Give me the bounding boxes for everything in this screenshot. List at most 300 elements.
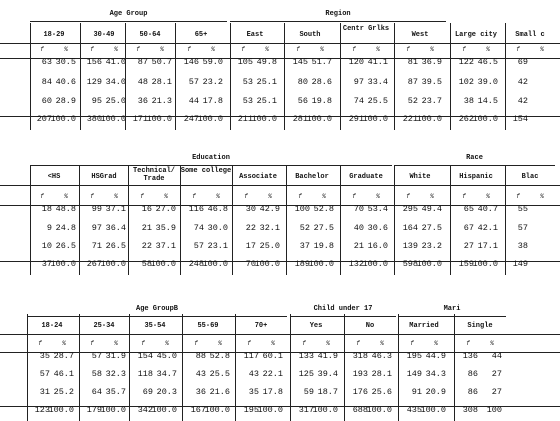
percent-cell: 21.6 [209, 387, 230, 397]
count-cell: 69 [517, 57, 528, 67]
column-header: 30-49 [93, 31, 115, 39]
count-symbol: f [244, 193, 248, 200]
percent-cell: 100.0 [48, 405, 74, 415]
count-symbol: f [187, 46, 191, 53]
percent-cell: 100.0 [416, 259, 442, 269]
count-cell: 87 [137, 57, 148, 67]
percent-cell: 27 [491, 369, 502, 379]
column-header: White [409, 173, 431, 181]
percent-cell: 42.1 [477, 223, 498, 233]
percent-cell: 37.1 [155, 241, 176, 251]
percent-symbol: % [64, 46, 68, 53]
column-header: West [411, 31, 429, 39]
percent-cell: 52.8 [209, 351, 230, 361]
percent-cell: 17.1 [477, 241, 498, 251]
percent-cell: 41.9 [317, 351, 338, 361]
count-cell: 149 [512, 259, 528, 269]
count-cell: 57 [193, 241, 204, 251]
count-cell: 179 [86, 405, 102, 415]
percent-symbol: % [211, 46, 215, 53]
count-symbol: f [356, 340, 360, 347]
column-header: No [365, 322, 375, 330]
percent-symbol: % [160, 46, 164, 53]
percent-cell: 23.2 [421, 241, 442, 251]
column-header: Some college [180, 167, 232, 175]
percent-cell: 32.1 [259, 223, 280, 233]
percent-cell: 100.0 [204, 405, 230, 415]
count-symbol: f [136, 46, 140, 53]
percent-cell: 100.0 [420, 405, 446, 415]
count-cell: 65 [463, 204, 474, 214]
count-cell: 102 [458, 77, 474, 87]
percent-cell: 25.1 [256, 77, 277, 87]
count-cell: 17 [245, 241, 256, 251]
count-symbol: f [90, 193, 94, 200]
count-symbol: f [247, 340, 251, 347]
group-underline [398, 316, 506, 317]
count-cell: 36 [195, 387, 206, 397]
percent-cell: 25.5 [209, 369, 230, 379]
count-cell: 435 [406, 405, 422, 415]
percent-cell: 19.8 [313, 241, 334, 251]
count-cell: 87 [407, 77, 418, 87]
percent-symbol: % [322, 193, 326, 200]
percent-cell: 41.1 [367, 57, 388, 67]
count-symbol: f [466, 340, 470, 347]
group-underline [30, 21, 227, 22]
column-header: Married [409, 322, 439, 330]
count-symbol: f [410, 340, 414, 347]
percent-cell: 30.6 [367, 223, 388, 233]
count-cell: 164 [402, 223, 418, 233]
count-cell: 86 [467, 369, 478, 379]
count-cell: 291 [348, 114, 364, 124]
percent-symbol: % [164, 193, 168, 200]
count-cell: 91 [411, 387, 422, 397]
count-symbol: f [296, 46, 300, 53]
percent-cell: 100.0 [100, 114, 126, 124]
count-symbol: f [40, 193, 44, 200]
percent-symbol: % [165, 340, 169, 347]
count-cell: 21 [353, 241, 364, 251]
percent-symbol: % [114, 193, 118, 200]
count-symbol: f [516, 46, 520, 53]
count-cell: 52 [407, 96, 418, 106]
column-header: Yes [309, 322, 323, 330]
column-header: <HS [47, 173, 61, 181]
percent-symbol: % [434, 340, 438, 347]
column-header: 18-24 [41, 322, 63, 330]
count-symbol: f [194, 340, 198, 347]
percent-cell: 39.4 [317, 369, 338, 379]
count-cell: 74 [353, 96, 364, 106]
group-header: Education [192, 154, 230, 162]
percent-cell: 100.0 [472, 114, 498, 124]
count-cell: 118 [137, 369, 153, 379]
count-cell: 35 [248, 387, 259, 397]
count-cell: 43 [195, 369, 206, 379]
count-cell: 84 [41, 77, 52, 87]
percent-cell: 49.4 [421, 204, 442, 214]
percent-symbol: % [265, 46, 269, 53]
count-cell: 71 [91, 241, 102, 251]
percent-cell: 100.0 [366, 405, 392, 415]
percent-cell: 25.1 [256, 96, 277, 106]
count-cell: 133 [298, 351, 314, 361]
count-cell: 36 [137, 96, 148, 106]
header-rule [0, 185, 560, 186]
percent-cell: 25.0 [105, 96, 126, 106]
percent-cell: 60.1 [262, 351, 283, 361]
count-cell: 9 [46, 223, 52, 233]
percent-symbol: % [540, 46, 544, 53]
percent-symbol: % [320, 46, 324, 53]
count-symbol: f [38, 340, 42, 347]
count-cell: 195 [243, 405, 259, 415]
count-cell: 22 [141, 241, 152, 251]
percent-cell: 41.0 [105, 57, 126, 67]
percent-cell: 40.7 [477, 204, 498, 214]
count-cell: 53 [242, 77, 253, 87]
percent-cell: 100.0 [197, 114, 223, 124]
count-cell: 125 [298, 369, 314, 379]
percent-cell: 28.9 [55, 96, 76, 106]
count-cell: 48 [137, 77, 148, 87]
group-underline [290, 316, 396, 317]
group-underline [230, 21, 446, 22]
count-cell: 53 [242, 96, 253, 106]
percent-symbol: % [486, 46, 490, 53]
count-symbol: f [406, 46, 410, 53]
column-header: 25-34 [93, 322, 115, 330]
percent-cell: 34.0 [105, 77, 126, 87]
percent-cell: 100.0 [202, 259, 228, 269]
percent-cell: 53.4 [367, 204, 388, 214]
percent-cell: 42.9 [259, 204, 280, 214]
count-cell: 122 [458, 57, 474, 67]
count-cell: 27 [463, 241, 474, 251]
count-cell: 22 [245, 223, 256, 233]
count-cell: 123 [34, 405, 50, 415]
count-cell: 342 [137, 405, 153, 415]
count-cell: 95 [91, 96, 102, 106]
count-cell: 171 [132, 114, 148, 124]
percent-cell: 25.6 [371, 387, 392, 397]
count-cell: 42 [517, 96, 528, 106]
percent-symbol: % [376, 46, 380, 53]
count-cell: 117 [243, 351, 259, 361]
percent-cell: 22.1 [262, 369, 283, 379]
percent-symbol: % [326, 340, 330, 347]
count-cell: 129 [86, 77, 102, 87]
column-header: Technical/ Trade [132, 167, 175, 183]
count-cell: 80 [297, 77, 308, 87]
count-cell: 64 [91, 387, 102, 397]
count-cell: 97 [91, 223, 102, 233]
count-symbol: f [192, 193, 196, 200]
group-header: Age Group [109, 10, 148, 18]
percent-cell: 100.0 [254, 259, 280, 269]
percent-cell: 100.0 [416, 114, 442, 124]
crosstab-panel-marital [0, 300, 560, 420]
group-header: Race [466, 154, 483, 162]
percent-cell: 100.0 [151, 405, 177, 415]
percent-cell: 100 [486, 405, 502, 415]
percent-cell: 32.3 [105, 369, 126, 379]
count-cell: 159 [458, 259, 474, 269]
group-header: Mari [443, 305, 461, 313]
column-header: Hispanic [459, 173, 493, 181]
count-cell: 211 [237, 114, 253, 124]
count-cell: 40 [353, 223, 364, 233]
count-symbol: f [141, 340, 145, 347]
percent-cell: 28.1 [371, 369, 392, 379]
count-cell: 21 [141, 223, 152, 233]
count-cell: 31 [39, 387, 50, 397]
count-cell: 221 [402, 114, 418, 124]
percent-cell: 27.0 [155, 204, 176, 214]
percent-symbol: % [380, 340, 384, 347]
count-symbol: f [40, 46, 44, 53]
percent-cell: 18.7 [317, 387, 338, 397]
count-cell: 154 [512, 114, 528, 124]
count-symbol: f [90, 46, 94, 53]
percent-cell: 59.0 [202, 57, 223, 67]
count-cell: 63 [41, 57, 52, 67]
count-cell: 145 [292, 57, 308, 67]
count-cell: 688 [352, 405, 368, 415]
count-cell: 176 [352, 387, 368, 397]
count-cell: 69 [142, 387, 153, 397]
count-symbol: f [90, 340, 94, 347]
count-symbol: f [462, 46, 466, 53]
group-underline [30, 165, 392, 166]
count-cell: 81 [407, 57, 418, 67]
percent-cell: 100.0 [362, 114, 388, 124]
count-cell: 35 [39, 351, 50, 361]
count-cell: 16 [141, 204, 152, 214]
percent-cell: 25.0 [259, 241, 280, 251]
count-cell: 57 [39, 369, 50, 379]
crosstab-panel-education [0, 150, 560, 290]
count-cell: 37 [299, 241, 310, 251]
percent-cell: 100.0 [312, 405, 338, 415]
percent-symbol: % [490, 340, 494, 347]
count-cell: 139 [402, 241, 418, 251]
count-cell: 154 [137, 351, 153, 361]
count-symbol: f [516, 193, 520, 200]
percent-cell: 44.9 [425, 351, 446, 361]
percent-cell: 100.0 [308, 259, 334, 269]
count-symbol: f [298, 193, 302, 200]
column-header: HSGrad [91, 173, 117, 181]
count-cell: 380 [86, 114, 102, 124]
percent-symbol: % [540, 193, 544, 200]
count-cell: 167 [190, 405, 206, 415]
percent-cell: 27 [491, 387, 502, 397]
column-header: Blac [521, 173, 539, 181]
count-symbol: f [406, 193, 410, 200]
percent-cell: 100.0 [362, 259, 388, 269]
header-rule [0, 334, 560, 335]
percent-symbol: % [218, 340, 222, 347]
count-cell: 247 [183, 114, 199, 124]
percent-cell: 20.3 [156, 387, 177, 397]
percent-cell: 45.0 [156, 351, 177, 361]
percent-cell: 16.0 [367, 241, 388, 251]
percent-cell: 46.3 [371, 351, 392, 361]
count-cell: 67 [463, 223, 474, 233]
percent-cell: 36.4 [105, 223, 126, 233]
percent-cell: 35.7 [105, 387, 126, 397]
count-cell: 308 [462, 405, 478, 415]
percent-cell: 100.0 [100, 405, 126, 415]
percent-cell: 19.8 [311, 96, 332, 106]
percent-cell: 34.7 [156, 369, 177, 379]
count-cell: 38 [463, 96, 474, 106]
percent-cell: 23.2 [202, 77, 223, 87]
percent-cell: 21.3 [151, 96, 172, 106]
column-header: 70+ [254, 322, 268, 330]
column-header: East [246, 31, 264, 39]
count-cell: 86 [467, 387, 478, 397]
percent-cell: 100.0 [100, 259, 126, 269]
percent-symbol: % [114, 46, 118, 53]
count-cell: 43 [248, 369, 259, 379]
percent-cell: 100.0 [251, 114, 277, 124]
percent-symbol: % [216, 193, 220, 200]
percent-cell: 44 [491, 351, 502, 361]
count-cell: 248 [188, 259, 204, 269]
count-cell: 100 [294, 204, 310, 214]
percent-cell: 26.5 [105, 241, 126, 251]
column-header: Associate [239, 173, 277, 181]
count-cell: 37 [41, 259, 52, 269]
percent-symbol: % [430, 193, 434, 200]
percent-symbol: % [376, 193, 380, 200]
count-cell: 60 [41, 96, 52, 106]
percent-cell: 31.9 [105, 351, 126, 361]
column-header: 35-54 [144, 322, 166, 330]
percent-cell: 100.0 [306, 114, 332, 124]
percent-cell: 23.1 [207, 241, 228, 251]
count-cell: 59 [303, 387, 314, 397]
group-underline [27, 316, 287, 317]
count-cell: 281 [292, 114, 308, 124]
count-symbol: f [140, 193, 144, 200]
count-cell: 156 [86, 57, 102, 67]
column-header: Graduate [349, 173, 383, 181]
percent-symbol: % [64, 193, 68, 200]
percent-cell: 24.8 [55, 223, 76, 233]
percent-symbol: % [62, 340, 66, 347]
count-cell: 189 [294, 259, 310, 269]
count-cell: 598 [402, 259, 418, 269]
count-cell: 318 [352, 351, 368, 361]
column-header: South [299, 31, 321, 39]
percent-cell: 28.7 [53, 351, 74, 361]
group-header: Child under 17 [313, 305, 373, 313]
column-header: 55-69 [197, 322, 219, 330]
percent-cell: 39.0 [477, 77, 498, 87]
percent-cell: 26.5 [55, 241, 76, 251]
percent-cell: 17.8 [262, 387, 283, 397]
percent-cell: 25.5 [367, 96, 388, 106]
percent-cell: 49.8 [256, 57, 277, 67]
count-cell: 57 [91, 351, 102, 361]
percent-cell: 100.0 [50, 114, 76, 124]
percent-cell: 40.6 [55, 77, 76, 87]
count-cell: 58 [91, 369, 102, 379]
count-cell: 44 [188, 96, 199, 106]
percent-cell: 30.5 [55, 57, 76, 67]
column-header: 50-64 [139, 31, 161, 39]
count-cell: 136 [462, 351, 478, 361]
count-cell: 18 [41, 204, 52, 214]
percent-cell: 52.8 [313, 204, 334, 214]
count-cell: 193 [352, 369, 368, 379]
percent-symbol: % [268, 193, 272, 200]
group-header: Region [325, 10, 351, 18]
count-cell: 88 [195, 351, 206, 361]
column-header: 18-29 [43, 31, 65, 39]
count-cell: 55 [517, 204, 528, 214]
count-cell: 195 [406, 351, 422, 361]
percent-cell: 100.0 [472, 259, 498, 269]
count-cell: 57 [188, 77, 199, 87]
percent-cell: 100.0 [146, 114, 172, 124]
group-header: Age GroupB [135, 305, 179, 313]
percent-cell: 100.0 [257, 405, 283, 415]
column-header: Centr Grlks [342, 25, 390, 33]
percent-cell: 100.0 [150, 259, 176, 269]
count-cell: 262 [458, 114, 474, 124]
percent-cell: 48.8 [55, 204, 76, 214]
percent-cell: 27.5 [313, 223, 334, 233]
count-cell: 70 [245, 259, 256, 269]
count-cell: 38 [517, 241, 528, 251]
count-cell: 56 [297, 96, 308, 106]
count-cell: 58 [141, 259, 152, 269]
percent-cell: 46.8 [207, 204, 228, 214]
percent-cell: 28.1 [151, 77, 172, 87]
percent-symbol: % [486, 193, 490, 200]
count-cell: 42 [517, 77, 528, 87]
count-cell: 30 [245, 204, 256, 214]
count-cell: 317 [298, 405, 314, 415]
percent-cell: 33.4 [367, 77, 388, 87]
percent-cell: 51.7 [311, 57, 332, 67]
count-cell: 116 [188, 204, 204, 214]
column-header: Small c [515, 31, 545, 39]
percent-cell: 25.2 [53, 387, 74, 397]
count-symbol: f [302, 340, 306, 347]
percent-cell: 34.3 [425, 369, 446, 379]
count-cell: 120 [348, 57, 364, 67]
header-rule [0, 43, 560, 44]
percent-cell: 46.5 [477, 57, 498, 67]
percent-cell: 27.5 [421, 223, 442, 233]
count-cell: 146 [183, 57, 199, 67]
count-cell: 52 [299, 223, 310, 233]
percent-symbol: % [114, 340, 118, 347]
count-cell: 10 [41, 241, 52, 251]
count-cell: 70 [353, 204, 364, 214]
percent-cell: 17.8 [202, 96, 223, 106]
count-cell: 74 [193, 223, 204, 233]
count-symbol: f [352, 193, 356, 200]
count-cell: 97 [353, 77, 364, 87]
